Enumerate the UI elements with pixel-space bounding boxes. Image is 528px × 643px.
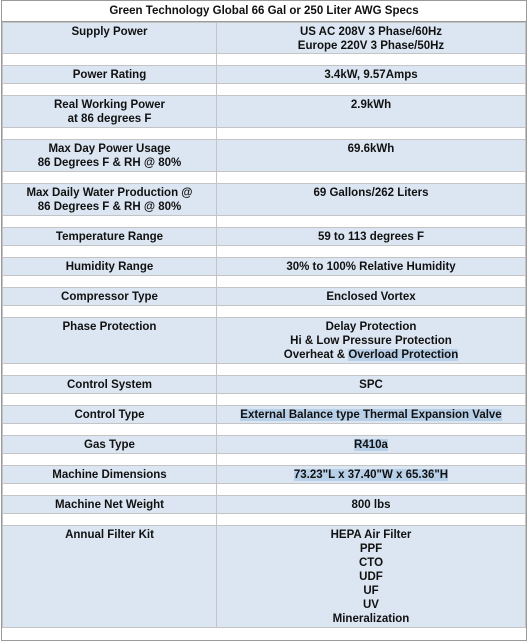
spec-label: at 86 degrees F xyxy=(67,113,152,125)
spacer-cell xyxy=(3,424,217,436)
spec-row xyxy=(3,436,526,454)
spec-sheet xyxy=(1,0,527,641)
spacer-cell xyxy=(3,128,217,140)
spec-label-cell xyxy=(3,496,217,514)
spec-label-cell xyxy=(3,258,217,276)
spec-spacer-row xyxy=(3,364,526,376)
spec-label: Max Day Power Usage xyxy=(48,143,171,155)
spec-value: 800 lbs xyxy=(351,499,391,511)
spec-value xyxy=(221,438,521,452)
spec-value-cell xyxy=(217,526,526,628)
highlighted-text: Overload Protection xyxy=(348,349,459,361)
spec-label: Gas Type xyxy=(84,439,135,451)
spec-label: Supply Power xyxy=(71,26,148,38)
spec-label: Humidity Range xyxy=(65,261,154,273)
spec-label: Control Type xyxy=(74,409,145,421)
spec-value xyxy=(221,408,521,422)
spec-value: Mineralization xyxy=(332,613,410,625)
spacer-cell xyxy=(217,216,526,228)
highlighted-text: 73.23"L x 37.40"W x 65.36"H xyxy=(293,469,449,481)
spec-label: Machine Dimensions xyxy=(52,469,167,481)
spec-label: Phase Protection xyxy=(62,321,157,333)
spec-value: 2.9kWh xyxy=(350,99,392,111)
spec-table xyxy=(2,22,526,628)
spec-row xyxy=(3,406,526,424)
spec-label-cell xyxy=(3,436,217,454)
spec-row xyxy=(3,376,526,394)
spec-value-cell xyxy=(217,436,526,454)
spec-table-body xyxy=(3,23,526,628)
spec-value-cell xyxy=(217,376,526,394)
spec-label-cell xyxy=(3,318,217,364)
spacer-cell xyxy=(217,128,526,140)
spec-label-cell xyxy=(3,288,217,306)
spec-value: HEPA Air Filter xyxy=(330,529,412,541)
spec-spacer-row xyxy=(3,128,526,140)
spec-row xyxy=(3,258,526,276)
spec-row xyxy=(3,318,526,364)
spacer-cell xyxy=(3,54,217,66)
spec-value: Europe 220V 3 Phase/50Hz xyxy=(297,40,445,52)
spec-label: Power Rating xyxy=(72,69,147,81)
spacer-cell xyxy=(217,246,526,258)
spacer-cell xyxy=(3,246,217,258)
spec-value: SPC xyxy=(359,379,383,391)
spec-value-cell xyxy=(217,258,526,276)
spec-value: PPF xyxy=(359,543,383,555)
spec-spacer-row xyxy=(3,484,526,496)
spec-label: Control System xyxy=(67,379,152,391)
spacer-cell xyxy=(3,364,217,376)
spec-row xyxy=(3,288,526,306)
spacer-cell xyxy=(217,84,526,96)
spacer-cell xyxy=(217,172,526,184)
spec-value: Enclosed Vortex xyxy=(326,291,416,303)
spec-value: UDF xyxy=(359,571,383,583)
spec-spacer-row xyxy=(3,454,526,466)
spec-label-cell xyxy=(3,406,217,424)
spec-spacer-row xyxy=(3,84,526,96)
spec-value: US AC 208V 3 Phase/60Hz xyxy=(299,26,443,38)
spec-value: 69.6kWh xyxy=(347,143,395,155)
spec-spacer-row xyxy=(3,276,526,288)
spec-row xyxy=(3,466,526,484)
spec-value-cell xyxy=(217,96,526,128)
spacer-cell xyxy=(217,514,526,526)
spec-value-cell xyxy=(217,496,526,514)
spacer-cell xyxy=(3,306,217,318)
spec-label-cell xyxy=(3,140,217,172)
spacer-cell xyxy=(217,54,526,66)
spec-value: UF xyxy=(363,585,379,597)
spacer-cell xyxy=(3,276,217,288)
spec-row xyxy=(3,140,526,172)
spec-value: Hi & Low Pressure Protection xyxy=(290,335,452,347)
spec-row xyxy=(3,96,526,128)
spec-value-cell xyxy=(217,288,526,306)
spec-label-cell xyxy=(3,184,217,216)
spec-value xyxy=(221,468,521,482)
spec-label: Max Daily Water Production @ xyxy=(26,187,193,199)
spec-spacer-row xyxy=(3,394,526,406)
spec-label-cell xyxy=(3,23,217,54)
spacer-cell xyxy=(3,84,217,96)
spec-label-cell xyxy=(3,96,217,128)
spec-value-cell xyxy=(217,228,526,246)
spec-spacer-row xyxy=(3,246,526,258)
highlighted-text: External Balance type Thermal Expansion Valve xyxy=(240,409,502,421)
spec-value: 3.4kW, 9.57Amps xyxy=(324,69,418,81)
spec-row xyxy=(3,184,526,216)
spacer-cell xyxy=(3,216,217,228)
spacer-cell xyxy=(217,394,526,406)
spec-spacer-row xyxy=(3,54,526,66)
spec-row xyxy=(3,526,526,628)
spacer-cell xyxy=(217,424,526,436)
spec-label-cell xyxy=(3,526,217,628)
spec-value-cell xyxy=(217,140,526,172)
spec-spacer-row xyxy=(3,216,526,228)
spec-value-cell xyxy=(217,318,526,364)
spacer-cell xyxy=(217,276,526,288)
spec-value: 69 Gallons/262 Liters xyxy=(313,187,429,199)
spacer-cell xyxy=(217,484,526,496)
spec-label-cell xyxy=(3,466,217,484)
spacer-cell xyxy=(217,306,526,318)
spec-label: Temperature Range xyxy=(55,231,164,243)
spec-label: Machine Net Weight xyxy=(54,499,165,511)
spec-label: 86 Degrees F & RH @ 80% xyxy=(37,157,182,169)
spacer-cell xyxy=(217,454,526,466)
spec-value: Overheat & Overload Protection xyxy=(283,349,459,361)
spacer-cell xyxy=(3,394,217,406)
spec-value-cell xyxy=(217,466,526,484)
spec-row xyxy=(3,496,526,514)
spec-spacer-row xyxy=(3,306,526,318)
spec-label: Real Working Power xyxy=(54,99,165,111)
spec-row xyxy=(3,23,526,54)
spec-value: 30% to 100% Relative Humidity xyxy=(286,261,456,273)
spec-label-cell xyxy=(3,376,217,394)
spec-value: UV xyxy=(363,599,379,611)
spacer-cell xyxy=(3,454,217,466)
spacer-cell xyxy=(217,364,526,376)
spec-value-cell xyxy=(217,406,526,424)
spacer-cell xyxy=(3,514,217,526)
spacer-cell xyxy=(3,172,217,184)
spacer-cell xyxy=(3,484,217,496)
spec-label: Compressor Type xyxy=(61,291,158,303)
spec-value: Delay Protection xyxy=(325,321,417,333)
spec-label-cell xyxy=(3,228,217,246)
highlighted-text: R410a xyxy=(354,439,388,451)
spec-label: Annual Filter Kit xyxy=(65,529,154,541)
spec-label: 86 Degrees F & RH @ 80% xyxy=(37,201,182,213)
spec-value: CTO xyxy=(358,557,384,569)
spec-value: 59 to 113 degrees F xyxy=(317,231,425,243)
spec-row xyxy=(3,228,526,246)
spec-value-cell xyxy=(217,23,526,54)
spec-value-cell xyxy=(217,184,526,216)
spec-value-cell xyxy=(217,66,526,84)
spec-spacer-row xyxy=(3,424,526,436)
spec-spacer-row xyxy=(3,172,526,184)
spec-spacer-row xyxy=(3,514,526,526)
spec-label-cell xyxy=(3,66,217,84)
spec-row xyxy=(3,66,526,84)
spec-sheet-title: Green Technology Global 66 Gal or 250 Liter AWG Specs xyxy=(2,1,526,22)
